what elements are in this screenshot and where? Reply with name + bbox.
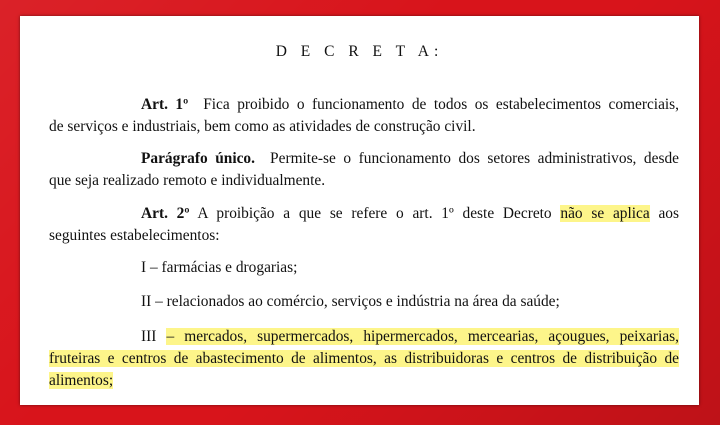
- paragrafo-unico-line-2: que seja realizado remoto e individualmente.: [49, 172, 326, 189]
- paragrafo-unico-label: Parágrafo único.: [141, 150, 255, 167]
- item-iii-line-3: [49, 370, 679, 392]
- decree-heading: D E C R E T A:: [275, 43, 444, 60]
- article-2-line-2: seguintes estabelecimentos:: [49, 227, 220, 244]
- article-2: [49, 203, 679, 247]
- paragrafo-unico: [49, 148, 679, 192]
- item-iii: [49, 326, 679, 392]
- item-ii: II – relacionados ao comércio, serviços e indústria na área da saúde;: [141, 293, 560, 310]
- item-iii-line-2: [49, 348, 679, 370]
- document-page: [20, 16, 699, 405]
- highlight-item-iii-line-1: – mercados, supermercados, hipermercados, mercearias, açougues, peixarias,: [166, 328, 679, 345]
- item-iii-line-1: III – mercados, supermercados, hipermercados, mercearias, açougues, peixarias,: [141, 328, 679, 345]
- article-1: [49, 94, 679, 138]
- highlight-nao-se-aplica: não se aplica: [560, 205, 650, 222]
- article-2-label: Art. 2º: [141, 205, 190, 222]
- article-1-line-2: de serviços e industriais, bem como as atividades de construção civil.: [49, 118, 476, 135]
- item-i: I – farmácias e drogarias;: [141, 259, 298, 276]
- article-2-line-1: Art. 2º A proibição a que se refere o art. 1º deste Decreto não se aplica aos: [141, 205, 679, 222]
- article-1-line-1: Art. 1º Fica proibido o funcionamento de todos os estabelecimentos comerciais,: [141, 96, 680, 113]
- highlight-item-iii-line-2: fruteiras e centros de abastecimento de alimentos, as distribuidoras e centros de distribuição de: [49, 350, 679, 367]
- highlight-item-iii-line-3: alimentos;: [49, 372, 114, 389]
- paragrafo-unico-line-1: Parágrafo único. Permite-se o funcionamento dos setores administrativos, desde: [141, 150, 679, 167]
- article-1-label: Art. 1º: [141, 96, 189, 113]
